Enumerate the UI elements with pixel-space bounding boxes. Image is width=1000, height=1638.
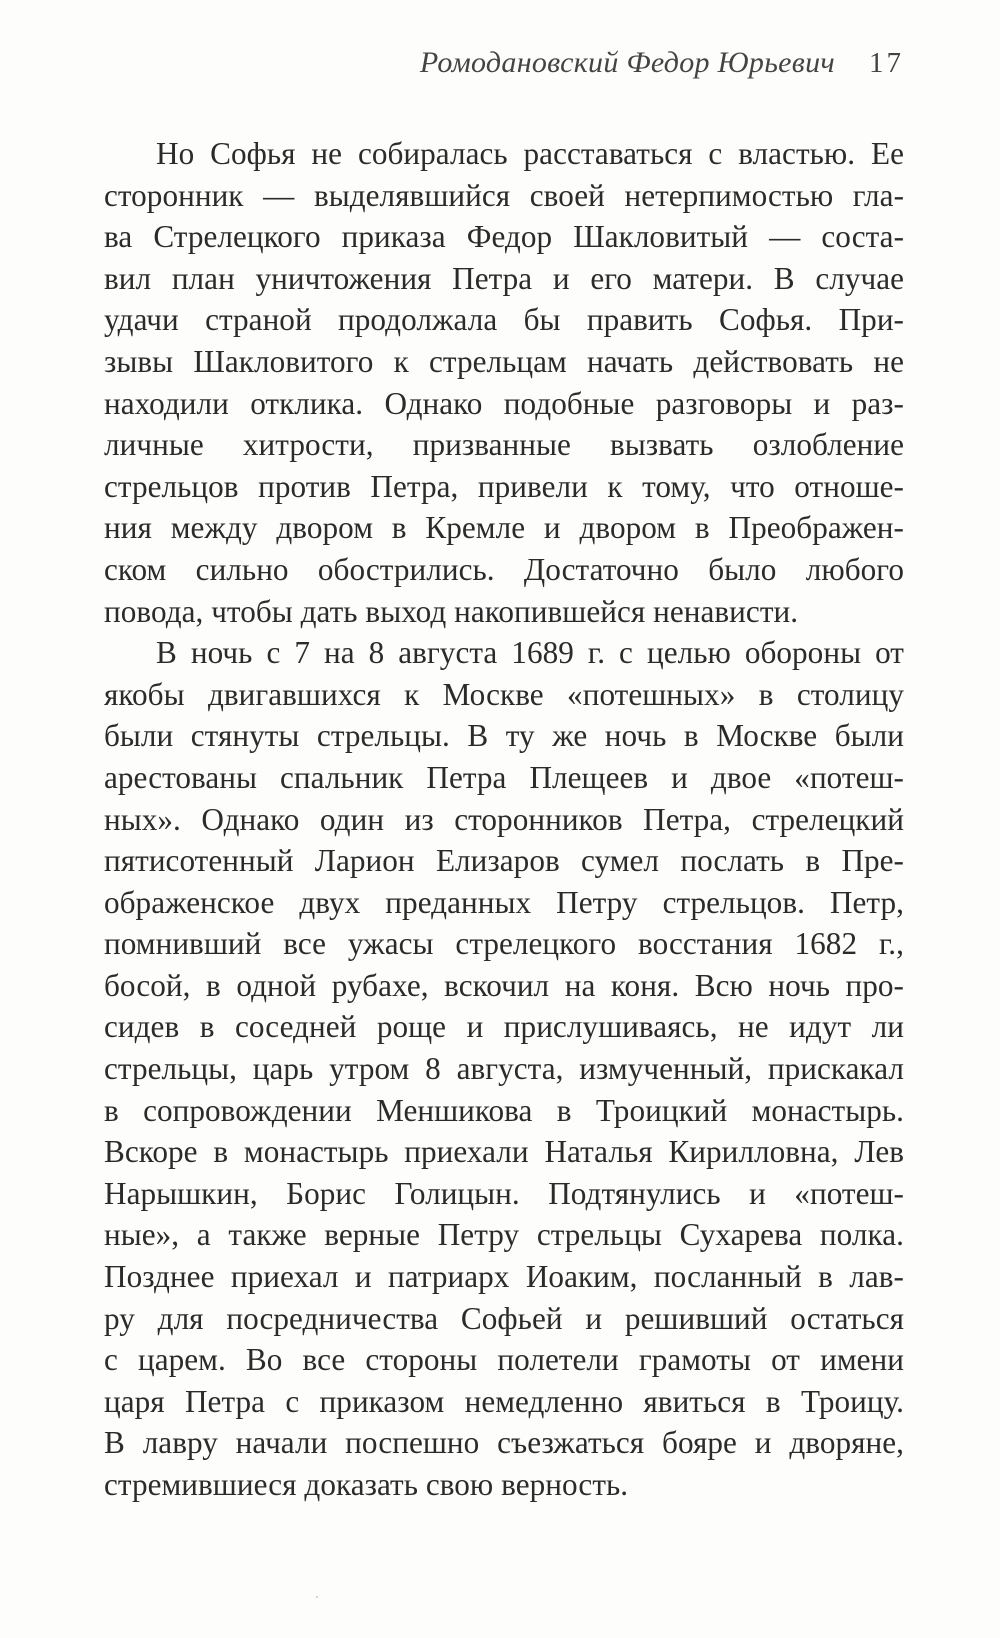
running-head-title: Ромодановский Федор Юрьевич bbox=[419, 46, 835, 79]
running-head bbox=[104, 46, 904, 98]
text-line: стремившиеся доказать свою верность. bbox=[104, 1467, 629, 1502]
text-line: В ночь с 7 на 8 августа 1689 г. с целью обороны от bbox=[156, 635, 904, 671]
text-line: В лавру начали поспешно съезжаться бояре и дворяне, bbox=[104, 1425, 904, 1461]
text-line: стрельцы, царь утром 8 августа, измученный, прискакал bbox=[104, 1051, 904, 1087]
text-line: находили отклика. Однако подобные разговоры и раз- bbox=[104, 385, 904, 421]
text-line: царя Петра с приказом немедленно явиться в Троицу. bbox=[104, 1383, 904, 1419]
text-line: ском сильно обострились. Достаточно было любого bbox=[104, 551, 904, 587]
text-line: ния между двором в Кремле и двором в Преображен- bbox=[104, 510, 904, 546]
text-line: сторонник — выделявшийся своей нетерпимостью гла- bbox=[104, 177, 904, 213]
text-line: ображенское двух преданных Петру стрельцов. Петр, bbox=[104, 884, 904, 920]
text-line: помнивший все ужасы стрелецкого восстания 1682 г., bbox=[104, 926, 904, 962]
text-line: личные хитрости, призванные вызвать озлобление bbox=[104, 427, 904, 463]
text-line: ные», а также верные Петру стрельцы Сухарева полка. bbox=[104, 1217, 904, 1253]
paragraph bbox=[104, 133, 904, 632]
text-line: босой, в одной рубахе, вскочил на коня. Всю ночь про- bbox=[104, 967, 904, 1003]
text-line: с царем. Во все стороны полетели грамоты от имени bbox=[104, 1342, 904, 1378]
text-line: ва Стрелецкого приказа Федор Шакловитый — соста- bbox=[104, 219, 904, 255]
text-line: в сопровождении Меншикова в Троицкий монастырь. bbox=[104, 1092, 904, 1128]
text-line: были стянуты стрельцы. В ту же ночь в Москве были bbox=[104, 718, 904, 754]
text-line: пятисотенный Ларион Елизаров сумел послать в Пре- bbox=[104, 843, 904, 879]
text-line: Позднее приехал и патриарх Иоаким, посланный в лав- bbox=[104, 1259, 904, 1295]
paragraph bbox=[104, 632, 904, 1505]
body-text bbox=[104, 133, 904, 1506]
text-line: ных». Однако один из сторонников Петра, стрелецкий bbox=[104, 801, 904, 837]
text-line: вил план уничтожения Петра и его матери. В случае bbox=[104, 260, 904, 296]
scan-speck bbox=[316, 1596, 318, 1598]
text-line: арестованы спальник Петра Плещеев и двое «потеш- bbox=[104, 759, 904, 795]
text-line: якобы двигавшихся к Москве «потешных» в столицу bbox=[104, 676, 904, 712]
text-line: повода, чтобы дать выход накопившейся ненависти. bbox=[104, 593, 799, 629]
text-line: зывы Шакловитого к стрельцам начать действовать не bbox=[104, 343, 904, 379]
page-number: 17 bbox=[869, 47, 904, 79]
text-line: стрельцов против Петра, привели к тому, что отноше- bbox=[104, 468, 904, 504]
text-line: Нарышкин, Борис Голицын. Подтянулись и «потеш- bbox=[104, 1175, 904, 1211]
text-line: удачи страной продолжала бы править Софья. При- bbox=[104, 302, 904, 338]
text-line: ру для посредничества Софьей и решивший остаться bbox=[104, 1300, 904, 1336]
text-line: Но Софья не собиралась расставаться с властью. Ее bbox=[156, 136, 904, 171]
text-line: Вскоре в монастырь приехали Наталья Кирилловна, Лев bbox=[104, 1134, 904, 1170]
text-line: сидев в соседней роще и прислушиваясь, не идут ли bbox=[104, 1009, 904, 1045]
